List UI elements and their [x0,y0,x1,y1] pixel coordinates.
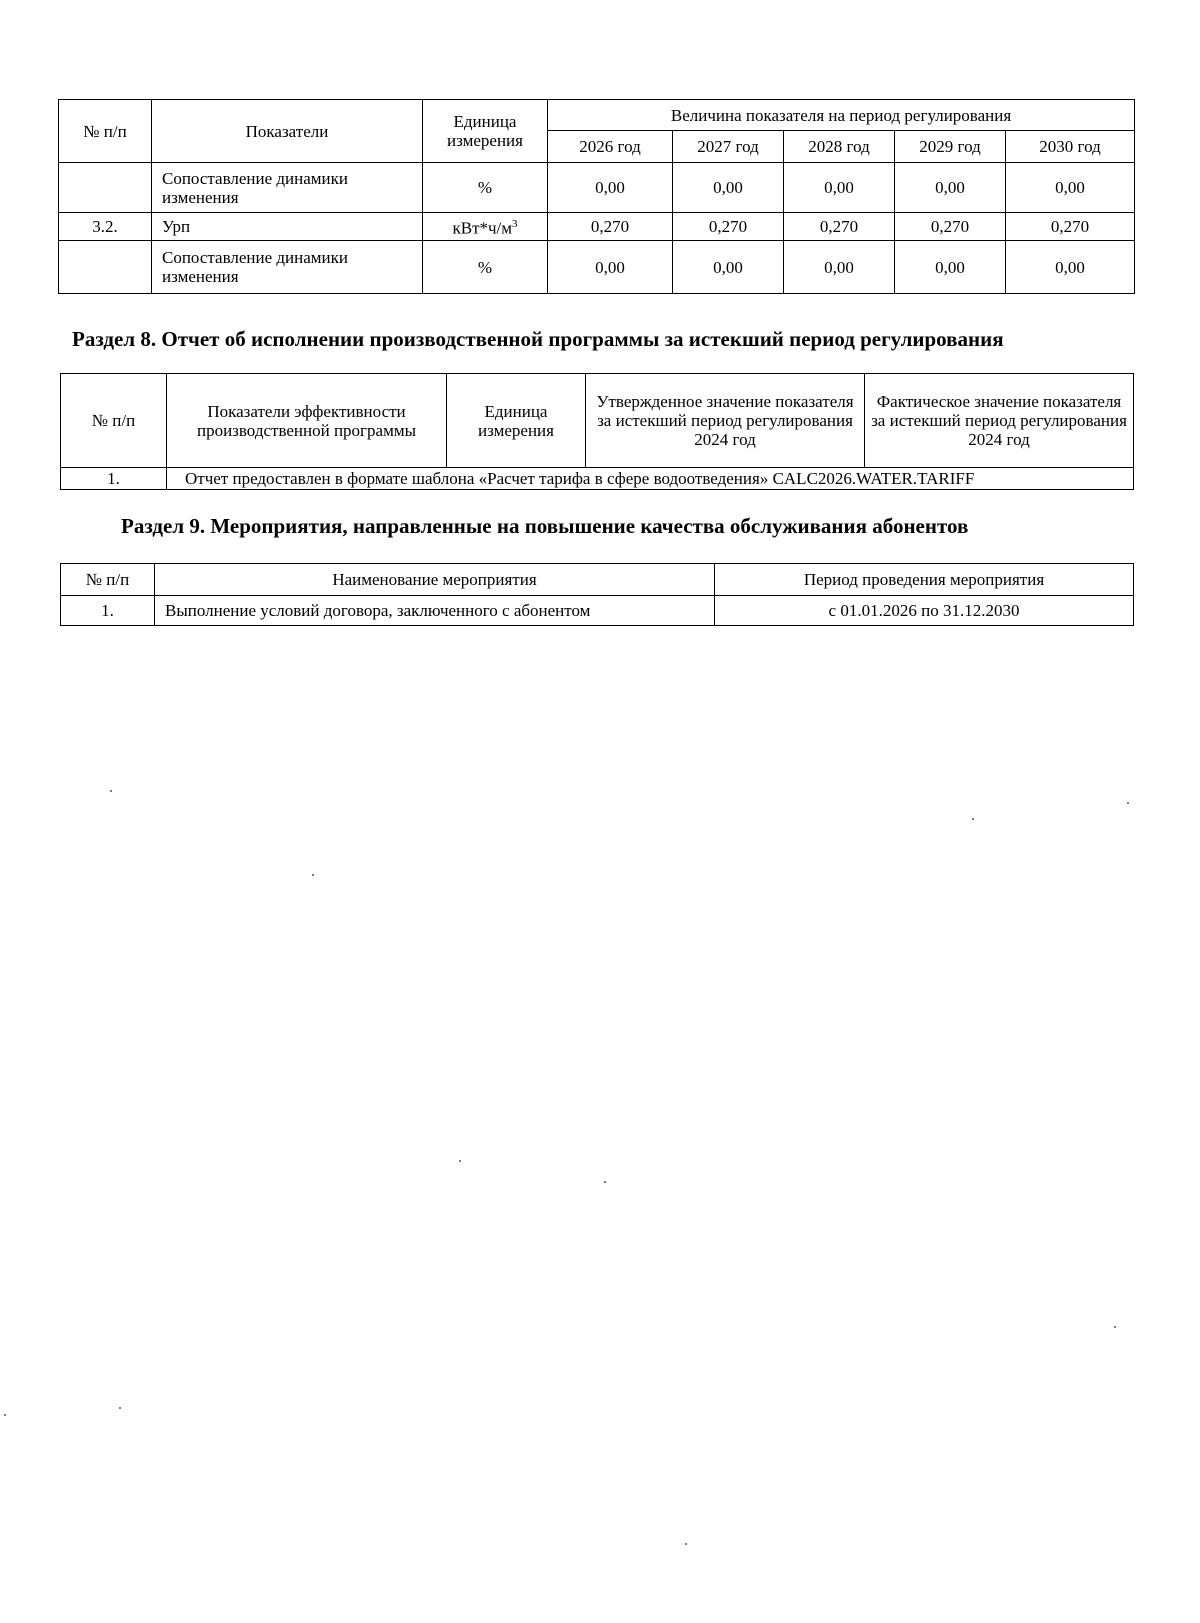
scan-speck [459,1160,461,1162]
row-unit [423,213,548,241]
table-row [59,213,1135,241]
row-num [59,241,152,294]
approved-label: Утвержденное значение показателя за истекший период регулирования [596,392,854,430]
col-unit-header: Единица измерения [423,100,548,163]
year-header: 2029 год [895,131,1006,163]
row-num: 3.2. [59,213,152,241]
col-period-header: Период проведения мероприятия [715,564,1134,596]
table-row [59,241,1135,294]
row-value: 0,00 [1006,163,1135,213]
col-actual-header [865,374,1134,468]
row-value: 0,00 [673,241,784,294]
unit-text: кВт*ч/м [452,218,513,238]
scan-speck [1114,1326,1116,1328]
row-value: 0,270 [673,213,784,241]
section9-table [60,563,1134,626]
col-unit-header: Единица измерения [447,374,586,468]
scan-speck [110,790,112,792]
scan-speck [312,874,314,876]
row-value: 0,00 [673,163,784,213]
row-indicator: Сопоставление динамики изменения [152,241,423,294]
row-name: Выполнение условий договора, заключенного с абонентом [155,596,715,626]
scan-speck [4,1414,6,1416]
table-row [61,468,1134,490]
scan-speck [1127,802,1129,804]
row-indicator: Урп [152,213,423,241]
row-value: 0,00 [548,163,673,213]
report-note: Отчет предоставлен в формате шаблона «Расчет тарифа в сфере водоотведения» CALC2026.WATER.TARIFF [167,468,1134,490]
row-unit: % [423,163,548,213]
year-header: 2027 год [673,131,784,163]
actual-label: Фактическое значение показателя за истекший период регулирования [871,392,1127,430]
section8-title: Раздел 8. Отчет об исполнении производственной программы за истекший период регулирования [72,327,1004,351]
unit-superscript: 3 [512,218,518,231]
row-value: 0,00 [548,241,673,294]
col-indicators-header: Показатели [152,100,423,163]
table-row [61,596,1134,626]
row-value: 0,00 [895,163,1006,213]
row-unit: % [423,241,548,294]
col-num-header: № п/п [61,374,167,468]
col-num-header: № п/п [59,100,152,163]
year-header: 2026 год [548,131,673,163]
scan-speck [119,1407,121,1409]
col-approved-header [586,374,865,468]
row-value: 0,00 [895,241,1006,294]
table-row [59,163,1135,213]
scan-speck [604,1181,606,1183]
row-indicator: Сопоставление динамики изменения [152,163,423,213]
col-num-header: № п/п [61,564,155,596]
period-group-header: Величина показателя на период регулирования [548,100,1135,131]
row-period: с 01.01.2026 по 31.12.2030 [715,596,1134,626]
year-header: 2028 год [784,131,895,163]
col-indicators-header: Показатели эффективности производственной программы [167,374,447,468]
row-value: 0,00 [784,241,895,294]
indicators-table [58,99,1135,294]
row-value: 0,270 [548,213,673,241]
section9-title: Раздел 9. Мероприятия, направленные на повышение качества обслуживания абонентов [121,514,969,538]
section8-table [60,373,1134,490]
col-name-header: Наименование мероприятия [155,564,715,596]
row-value: 0,270 [895,213,1006,241]
year-header: 2030 год [1006,131,1135,163]
row-value: 0,270 [784,213,895,241]
row-num: 1. [61,468,167,490]
row-value: 0,270 [1006,213,1135,241]
approved-year: 2024 год [694,430,756,449]
row-value: 0,00 [1006,241,1135,294]
row-num [59,163,152,213]
row-num: 1. [61,596,155,626]
actual-year: 2024 год [968,430,1030,449]
row-value: 0,00 [784,163,895,213]
scan-speck [972,818,974,820]
scan-speck [685,1543,687,1545]
